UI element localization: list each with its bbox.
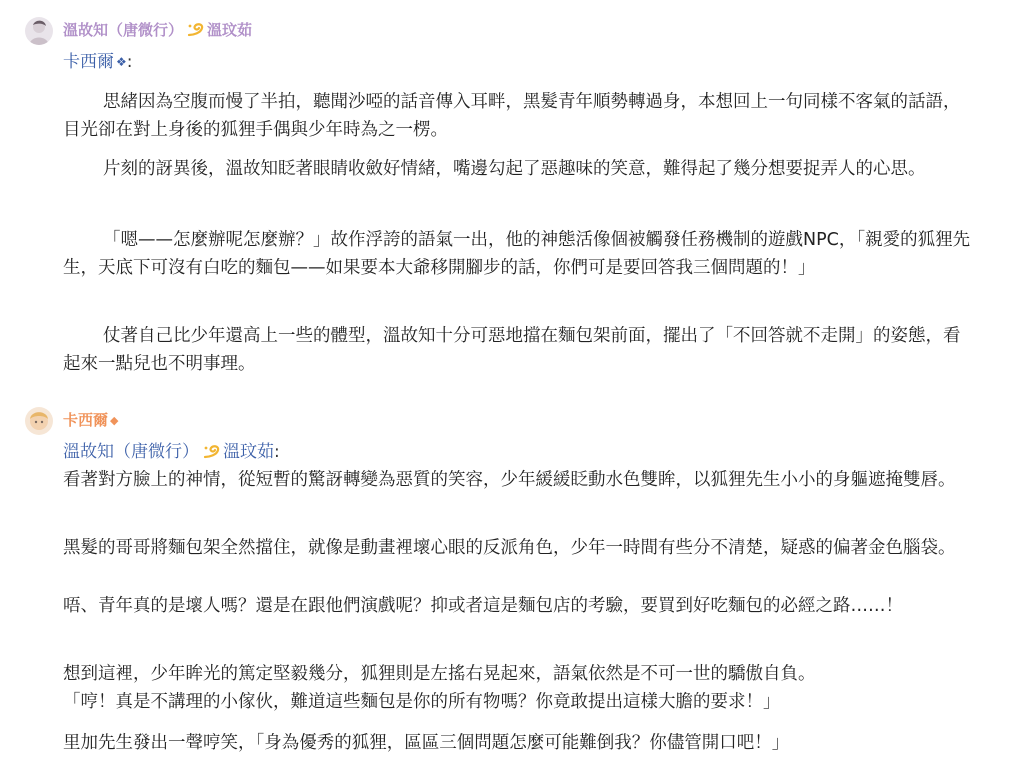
post-paragraph: 唔、青年真的是壞人嗎？還是在跟他們演戲呢？抑或者這是麵包店的考驗，要買到好吃麵包的必經之路……！: [63, 596, 903, 616]
post-paragraph: 片刻的訝異後，溫故知眨著眼睛收斂好情緒，嘴邊勾起了惡趣味的笑意，難得起了幾分想要捉弄人的心思。: [103, 159, 926, 179]
dizzy-swirl-icon: [203, 443, 221, 457]
post-paragraph: 「哼！真是不講理的小傢伙，難道這些麵包是你的所有物嗎？你竟敢提出這樣大膽的要求！」: [63, 692, 781, 712]
diamond-icon: ❖: [116, 55, 127, 69]
post-paragraph: 思緒因為空腹而慢了半拍，聽聞沙啞的話音傳入耳畔，黑髮青年順勢轉過身，本想回上一句同樣不客氣的話語，目光卻在對上身後的狐狸手偶與少年時為之一楞。: [63, 92, 961, 140]
reply-to-name-part2: 溫玟茹: [223, 442, 274, 462]
author-name-part2: 溫玟茹: [207, 21, 253, 39]
post-paragraph: 里加先生發出一聲哼笑，「身為優秀的狐狸，區區三個問題怎麼可能難倒我？你儘管開口吧！」: [63, 733, 790, 753]
post-author[interactable]: [63, 20, 252, 40]
post-author[interactable]: [63, 410, 118, 431]
avatar-kaxier[interactable]: [25, 407, 53, 435]
author-name-part1: 溫故知（唐微行）: [63, 21, 184, 39]
post-paragraph: 黑髮的哥哥將麵包架全然擋住，就像是動畫裡壞心眼的反派角色，少年一時間有些分不清楚，疑惑的偏著金色腦袋。: [63, 538, 956, 558]
avatar-wen-guzhi[interactable]: [25, 17, 53, 45]
post-paragraph: 仗著自己比少年還高上一些的體型，溫故知十分可惡地擋在麵包架前面，擺出了「不回答就不走開」的姿態，看起來一點兒也不明事理。: [63, 326, 961, 374]
author-name: 卡西爾: [63, 411, 109, 429]
diamond-icon: ◆: [110, 414, 119, 427]
reply-to-name: 卡西爾: [63, 52, 114, 72]
reply-to-name-part1: 溫故知（唐微行）: [63, 442, 199, 462]
reply-to-colon: :: [274, 442, 280, 462]
post-paragraph: 看著對方臉上的神情，從短暫的驚訝轉變為惡質的笑容，少年緩緩眨動水色雙眸，以狐狸先生小小的身軀遮掩雙唇。: [63, 470, 956, 490]
post-paragraph: 想到這裡，少年眸光的篤定堅毅幾分，狐狸則是左搖右晃起來，語氣依然是不可一世的驕傲自負。: [63, 664, 816, 684]
reply-to-line[interactable]: [63, 51, 133, 73]
dizzy-swirl-icon: [187, 22, 205, 36]
reply-to-line[interactable]: [63, 441, 280, 463]
avatar-image: [25, 17, 53, 45]
avatar-image: [25, 407, 53, 435]
reply-to-colon: :: [126, 52, 133, 72]
post-paragraph: 「嗯——怎麼辦呢怎麼辦？」故作浮誇的語氣一出，他的神態活像個被觸發任務機制的遊戲NPC，「親愛的狐狸先生，天底下可沒有白吃的麵包——如果要本大爺移開腳步的話，你們可是要回答我三個問題的！」: [63, 230, 971, 278]
